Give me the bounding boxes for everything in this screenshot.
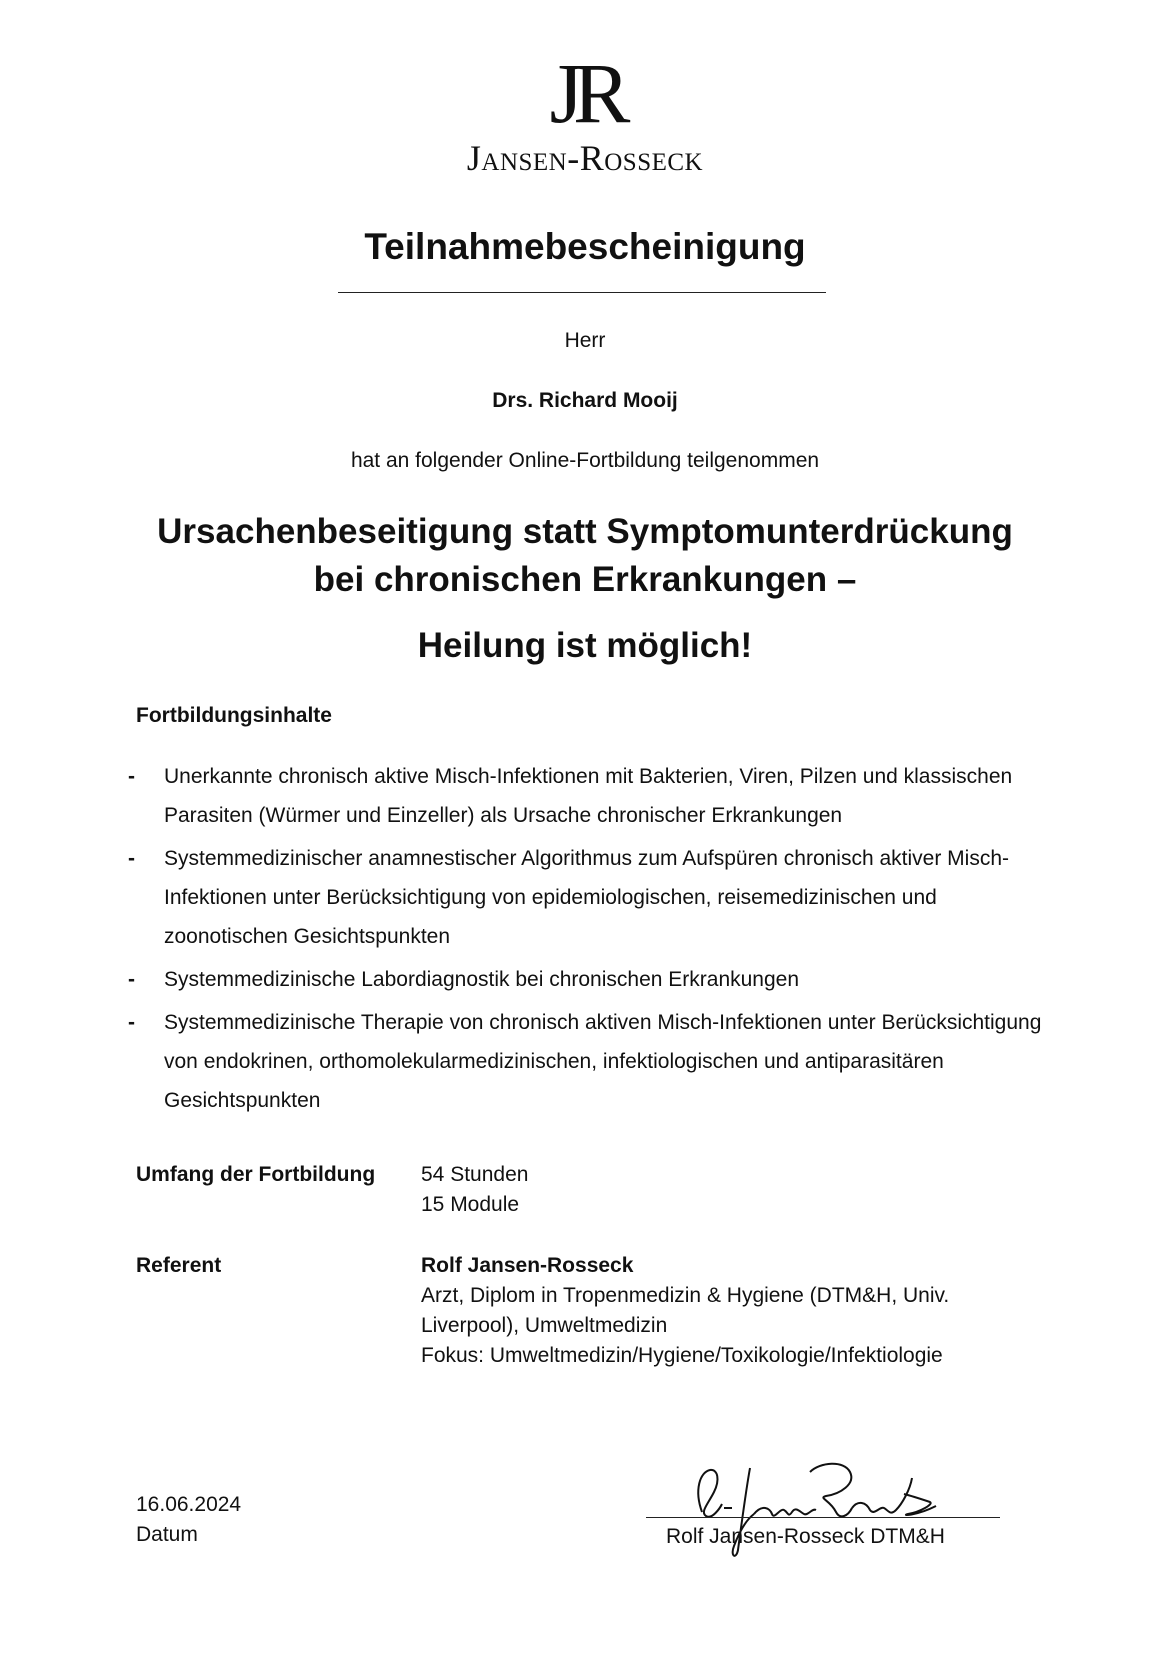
course-subtitle: Heilung ist möglich! — [417, 626, 753, 665]
bullet-dash: - — [128, 1011, 135, 1034]
list-item-text: Systemmedizinische Labordiagnostik bei chronischen Erkrankungen — [164, 968, 800, 991]
referent-focus: Fokus: Umweltmedizin/Hygiene/Toxikologie/Infektiologie — [421, 1344, 943, 1367]
issue-date: 16.06.2024 — [136, 1493, 242, 1516]
scope-label: Umfang der Fortbildung — [136, 1163, 376, 1186]
signature-line — [646, 1517, 1000, 1518]
bullet-dash: - — [128, 847, 135, 870]
intro-text: hat an folgender Online-Fortbildung teilgenommen — [350, 449, 820, 472]
referent-qualification-1: Arzt, Diplom in Tropenmedizin & Hygiene (DTM&H, Univ. — [421, 1284, 950, 1307]
company-logo — [0, 45, 1170, 178]
logo-monogram: JR — [549, 45, 621, 141]
list-item — [126, 757, 1046, 835]
list-item-text: Systemmedizinischer anamnestischer Algorithmus zum Aufspüren chronisch aktiver Misch-Infektionen unter Berücksichtigung von epidemiologischen, reisemedizinischen und zoonotischen Gesichtspunkten — [164, 847, 1009, 948]
course-title-line-1: Ursachenbeseitigung statt Symptomunterdrückung — [157, 512, 1013, 551]
list-item — [126, 839, 1046, 956]
scope-modules: 15 Module — [421, 1193, 520, 1216]
list-item-text: Systemmedizinische Therapie von chronisch aktiven Misch-Infektionen unter Berücksichtigung von endokrinen, orthomolekularmedizinischen, infektiologischen und antiparasitären Gesichtspunkten — [164, 1011, 1042, 1112]
bullet-dash: - — [128, 765, 135, 788]
course-title — [0, 508, 1170, 604]
scope-values — [421, 1160, 1041, 1220]
date-label: Datum — [136, 1523, 198, 1546]
referent-qualification-2: Liverpool), Umweltmedizin — [421, 1314, 668, 1337]
certificate-title: Teilnahmebescheinigung — [364, 226, 806, 267]
list-item-text: Unerkannte chronisch aktive Misch-Infektionen mit Bakterien, Viren, Pilzen und klassischen Parasiten (Würmer und Einzeller) als Ursache chronischer Erkrankungen — [164, 765, 1013, 827]
course-title-line-2: bei chronischen Erkrankungen – — [313, 560, 857, 599]
referent-name: Rolf Jansen-Rosseck — [421, 1254, 634, 1277]
bullet-dash: - — [128, 968, 135, 991]
date-block — [136, 1490, 241, 1550]
referent-label: Referent — [136, 1254, 222, 1277]
contents-heading: Fortbildungsinhalte — [136, 704, 332, 727]
contents-list — [126, 757, 1046, 1124]
participant-name: Drs. Richard Mooij — [492, 389, 678, 412]
logo-name: Jansen-Rosseck — [466, 138, 704, 178]
signer-name: Rolf Jansen-Rosseck DTM&H — [666, 1525, 945, 1548]
scope-hours: 54 Stunden — [421, 1163, 529, 1186]
list-item — [126, 1003, 1046, 1120]
title-underline — [338, 292, 826, 293]
referent-values — [421, 1251, 1041, 1371]
salutation: Herr — [564, 329, 606, 352]
list-item — [126, 960, 1046, 999]
